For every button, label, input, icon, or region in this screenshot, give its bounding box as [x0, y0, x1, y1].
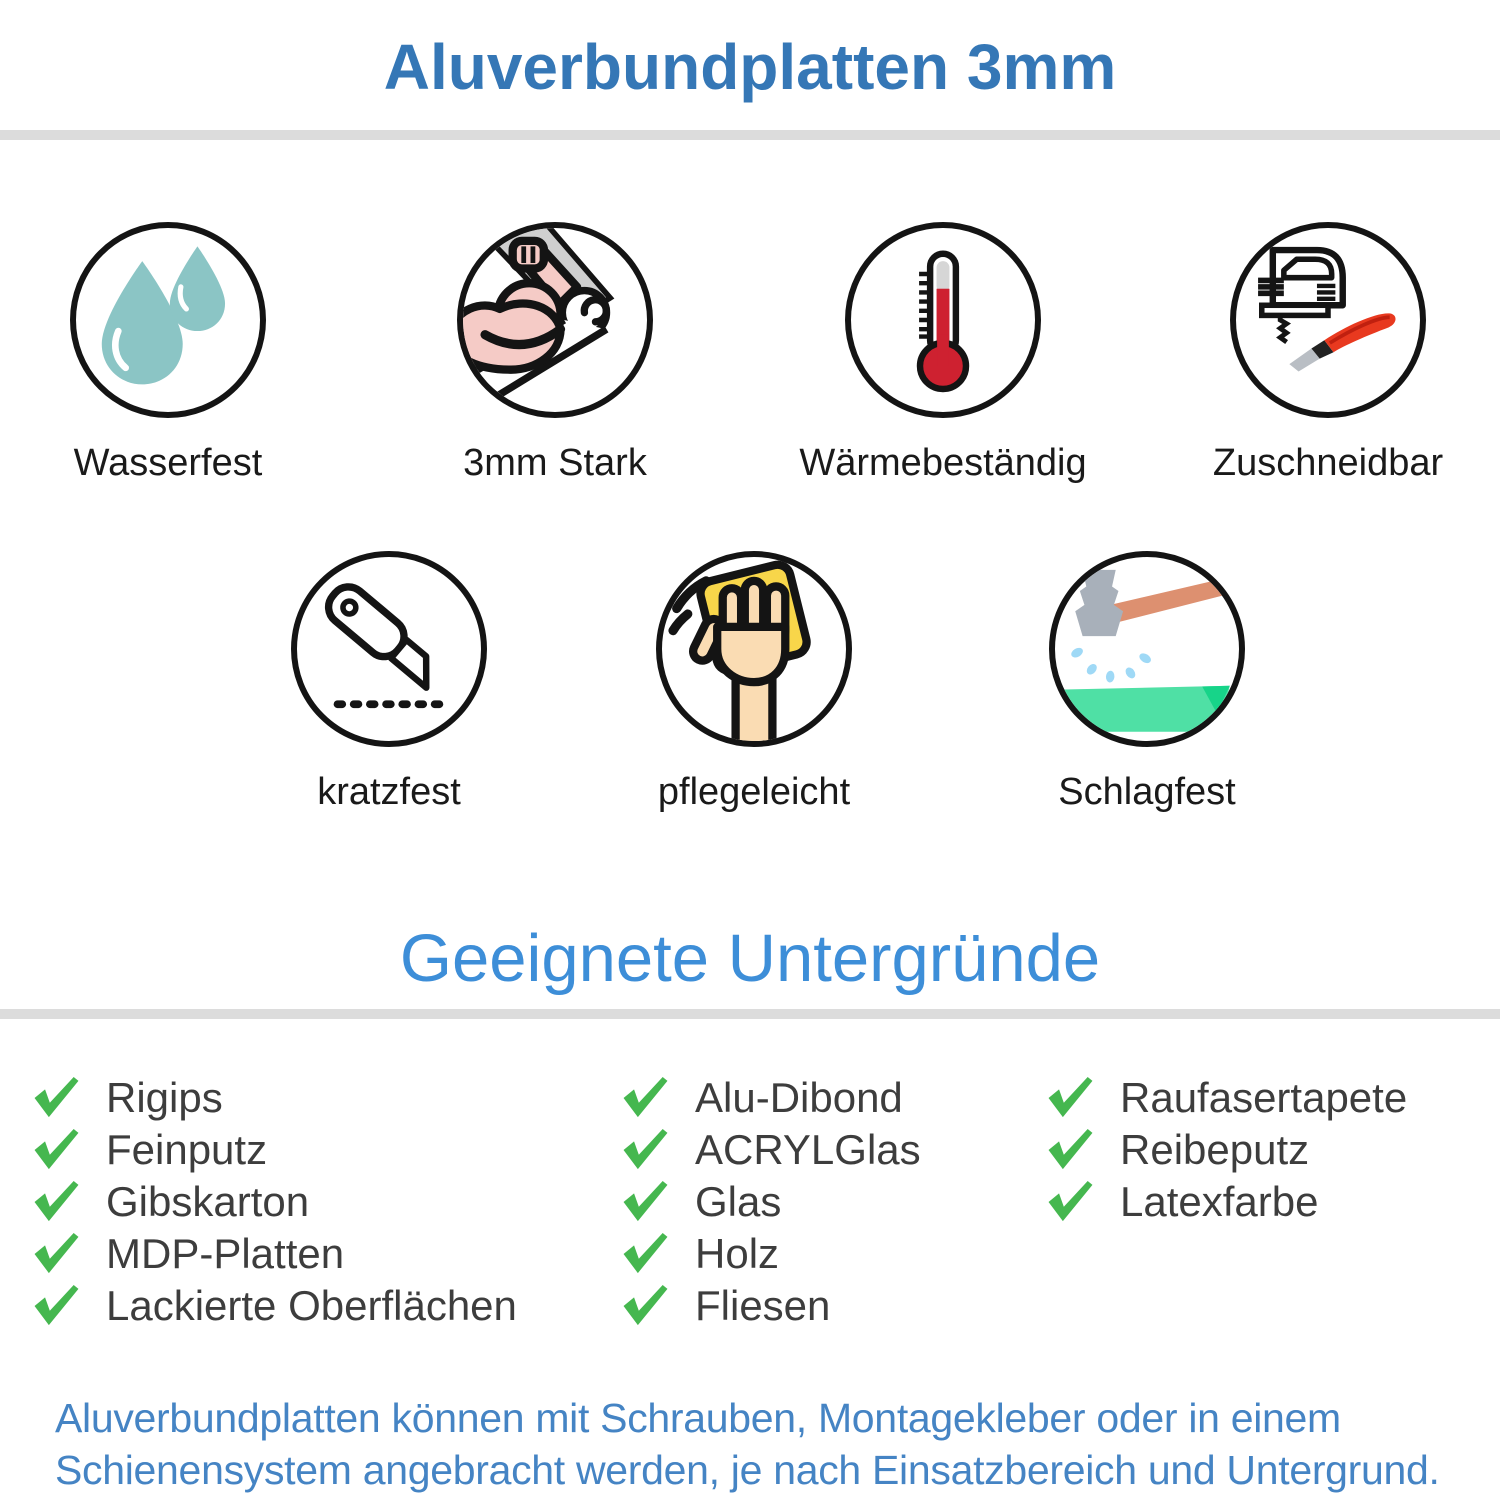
feature-kratzfest — [224, 551, 554, 814]
divider-bar-top — [0, 130, 1500, 140]
divider-bar-bottom — [0, 1009, 1500, 1019]
feature-label: Zuschneidbar — [1212, 442, 1444, 484]
list-item — [622, 1280, 921, 1332]
list-item — [622, 1176, 921, 1228]
feature-label: Wärmebeständig — [799, 442, 1087, 484]
feature-pflegeleicht — [589, 551, 919, 814]
list-item — [1047, 1072, 1407, 1124]
check-icon — [1047, 1077, 1094, 1119]
feature-zuschneidbar — [1163, 222, 1493, 485]
check-icon — [1047, 1129, 1094, 1171]
mounting-note-line2: Schienensystem angebracht werden, je nach Einsatzbereich und Untergrund. — [55, 1447, 1440, 1493]
check-icon — [622, 1181, 669, 1223]
utility-knife-icon — [291, 551, 487, 747]
list-item-label: Fliesen — [695, 1282, 831, 1329]
check-icon — [622, 1077, 669, 1119]
list-item-label: Holz — [695, 1230, 780, 1277]
mounting-note — [55, 1392, 1440, 1496]
substrate-column-3 — [1047, 1072, 1407, 1228]
jigsaw-cutter-icon — [1230, 222, 1426, 418]
feature-label: 3mm Stark — [463, 442, 647, 484]
feature-3mm-stark — [390, 222, 720, 485]
list-item-label: ACRYLGlas — [695, 1126, 921, 1173]
feature-label: Schlagfest — [1058, 771, 1236, 813]
check-icon — [33, 1077, 80, 1119]
substrate-column-2 — [622, 1072, 921, 1332]
list-item — [33, 1280, 517, 1332]
section-title-untergruende: Geeignete Untergründe — [399, 921, 1101, 996]
list-item-label: Rigips — [106, 1074, 223, 1121]
list-item — [1047, 1124, 1407, 1176]
check-icon — [33, 1233, 80, 1275]
list-item — [622, 1072, 921, 1124]
list-item-label: Latexfarbe — [1120, 1178, 1319, 1225]
check-icon — [622, 1233, 669, 1275]
mounting-note-line1: Aluverbundplatten können mit Schrauben, Montagekleber oder in einem — [55, 1395, 1341, 1441]
check-icon — [622, 1129, 669, 1171]
substrate-column-1 — [33, 1072, 517, 1332]
feature-label: Wasserfest — [73, 442, 263, 484]
list-item — [622, 1124, 921, 1176]
feature-wasserfest — [3, 222, 333, 485]
hammer-impact-icon — [1049, 551, 1245, 747]
list-item — [33, 1072, 517, 1124]
water-drops-icon — [70, 222, 266, 418]
list-item-label: Alu-Dibond — [695, 1074, 903, 1121]
check-icon — [1047, 1181, 1094, 1223]
list-item — [622, 1228, 921, 1280]
list-item — [33, 1124, 517, 1176]
list-item-label: Lackierte Oberflächen — [106, 1282, 517, 1329]
list-item-label: Feinputz — [106, 1126, 268, 1173]
check-icon — [33, 1129, 80, 1171]
check-icon — [622, 1285, 669, 1327]
list-item-label: Raufasertapete — [1120, 1074, 1408, 1121]
flexed-arm-panel-icon — [457, 222, 653, 418]
check-icon — [33, 1181, 80, 1223]
feature-label: pflegeleicht — [657, 771, 851, 813]
list-item-label: Reibeputz — [1120, 1126, 1310, 1173]
feature-waermebestaendig — [778, 222, 1108, 485]
list-item — [33, 1228, 517, 1280]
list-item — [33, 1176, 517, 1228]
check-icon — [33, 1285, 80, 1327]
feature-schlagfest — [982, 551, 1312, 814]
list-item-label: Glas — [695, 1178, 782, 1225]
page-title: Aluverbundplatten 3mm — [383, 31, 1117, 103]
list-item-label: MDP-Platten — [106, 1230, 345, 1277]
list-item-label: Gibskarton — [106, 1178, 310, 1225]
thermometer-icon — [845, 222, 1041, 418]
feature-label: kratzfest — [317, 771, 461, 813]
list-item — [1047, 1176, 1407, 1228]
hand-cloth-icon — [656, 551, 852, 747]
